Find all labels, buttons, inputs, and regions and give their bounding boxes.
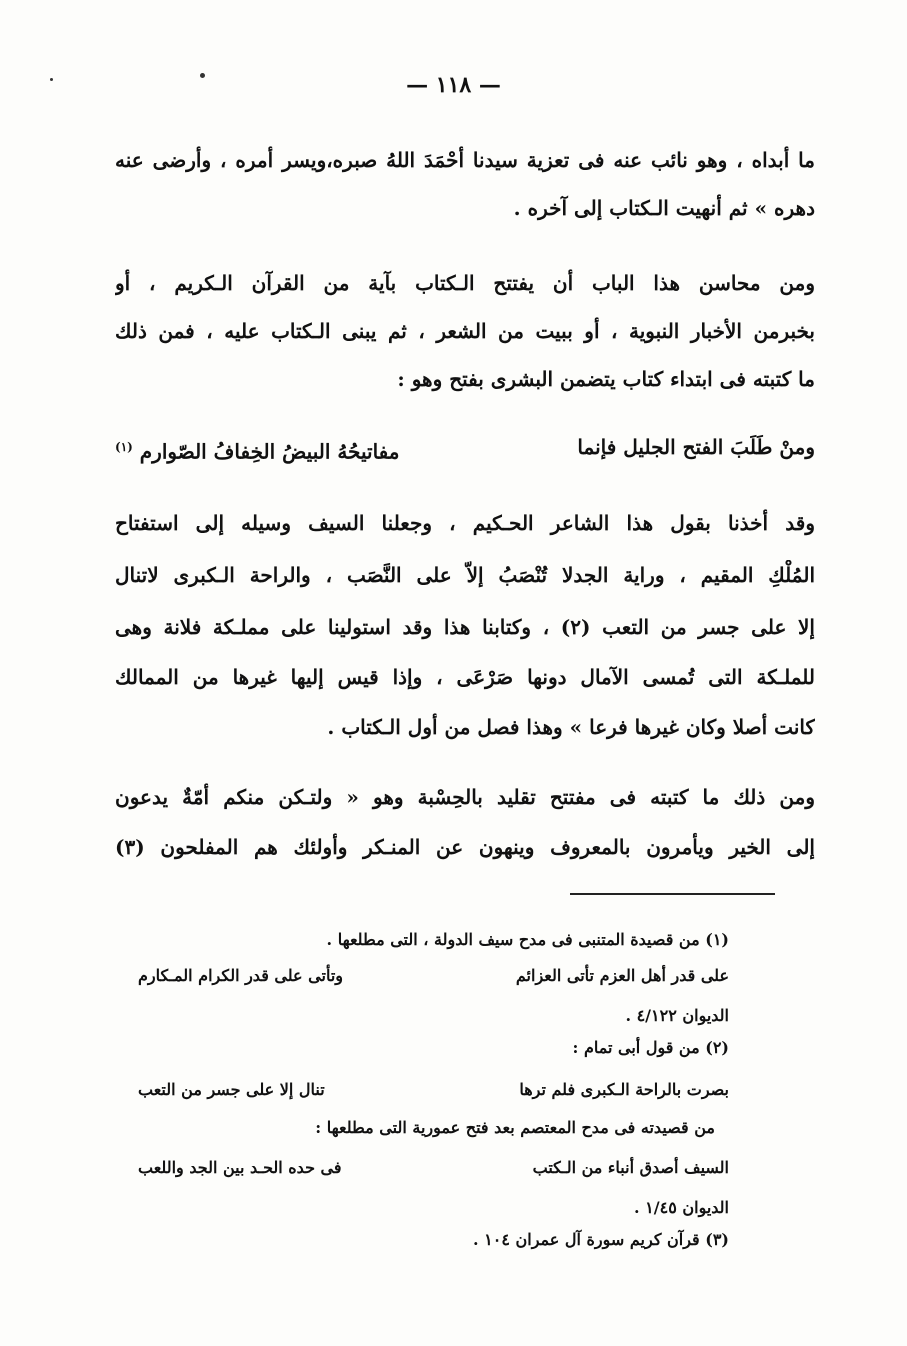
body-line: بخبرمن الأخبار النبوية ، أو ببيت من الشعر ، ثم يبنى الـكتاب عليه ، فمن ذلك bbox=[115, 319, 815, 343]
verse-second-hemistich: فى حده الحـد بين الجد واللعب bbox=[138, 1158, 342, 1177]
footnote-separator bbox=[570, 893, 775, 895]
footnote-verse bbox=[138, 1078, 729, 1104]
body-line: دهره » ثم أنهيت الـكتاب إلى آخره . bbox=[513, 196, 815, 220]
footnote-ref: (١) bbox=[115, 440, 133, 454]
verse-first-hemistich: بصرت بالراحة الـكبرى فلم ترها bbox=[519, 1080, 729, 1099]
verse-second-hemistich: تنال إلا على جسر من التعب bbox=[138, 1080, 325, 1099]
body-line: ما كتبته فى ابتداء كتاب يتضمن البشرى بفتح وهو : bbox=[397, 367, 815, 391]
body-line: المُلْكِ المقيم ، وراية الجدلا تُنْصَبُ إلاّ على النَّصَب ، والراحة الـكبرى لاتنال bbox=[115, 563, 815, 587]
body-line: إلى الخير ويأمرون بالمعروف وينهون عن المنـكر وأولئك هم المفلحون (٣) bbox=[115, 835, 815, 859]
body-line: ومن محاسن هذا الباب أن يفتتح الـكتاب بآية من القرآن الـكريم ، أو bbox=[115, 271, 815, 295]
body-line: كانت أصلا وكان غيرها فرعا » وهذا فصل من أول الـكتاب . bbox=[327, 715, 815, 739]
verse-second-hemistich: مفاتيحُهُ البيضُ الخِفافُ الصّوارم $^{(١)}$ bbox=[115, 439, 400, 464]
body-line: ومن ذلك ما كتبته فى مفتتح تقليد بالحِسْبة وهو « ولتـكن منكم أمّةٌ يدعون bbox=[115, 785, 815, 809]
verse-first-hemistich: ومنْ طَلَبَ الفتح الجليل فإنما bbox=[577, 435, 815, 459]
footnote-2: (٢) من قول أبى تمام : bbox=[572, 1038, 729, 1057]
body-line: للملـكة التى تُمسى الآمال دونها صَرْعَى ، وإذا قيس إليها غيرها من الممالك bbox=[115, 665, 815, 689]
body-line: إلا على جسر من التعب (٢) ، وكتابنا هذا وقد استولينا على مملـكة فلانة وهى bbox=[115, 615, 815, 639]
footnote-1: (١) من قصيدة المتنبى فى مدح سيف الدولة ، التى مطلعها . bbox=[326, 930, 729, 949]
footnote-reference: الديوان ٤/١٢٢ . bbox=[625, 1006, 729, 1025]
poetry-verse bbox=[115, 432, 815, 464]
verse-first-hemistich: السيف أصدق أنباء من الـكتب bbox=[532, 1158, 729, 1177]
verse-second-hemistich: وتأتى على قدر الكرام المـكارم bbox=[138, 966, 344, 985]
footnote-verse bbox=[138, 964, 729, 990]
body-line: وقد أخذنا بقول هذا الشاعر الحـكيم ، وجعلنا السيف وسيله إلى استفتاح bbox=[115, 511, 815, 535]
body-line: ما أبداه ، وهو نائب عنه فى تعزية سيدنا أحْمَدَ اللهُ صبره،ويسر أمره ، وأرضى عنه bbox=[115, 148, 815, 172]
footnote-source: من قصيدته فى مدح المعتصم بعد فتح عمورية التى مطلعها : bbox=[315, 1118, 715, 1137]
verse-first-hemistich: على قدر أهل العزم تأتى العزائم bbox=[515, 966, 729, 985]
page-number: — ١١٨ — bbox=[406, 72, 501, 98]
footnote-verse bbox=[138, 1156, 729, 1182]
footnote-3: (٣) قرآن كريم سورة آل عمران ١٠٤ . bbox=[473, 1230, 729, 1249]
footnote-reference: الديوان ١/٤٥ . bbox=[634, 1198, 729, 1217]
